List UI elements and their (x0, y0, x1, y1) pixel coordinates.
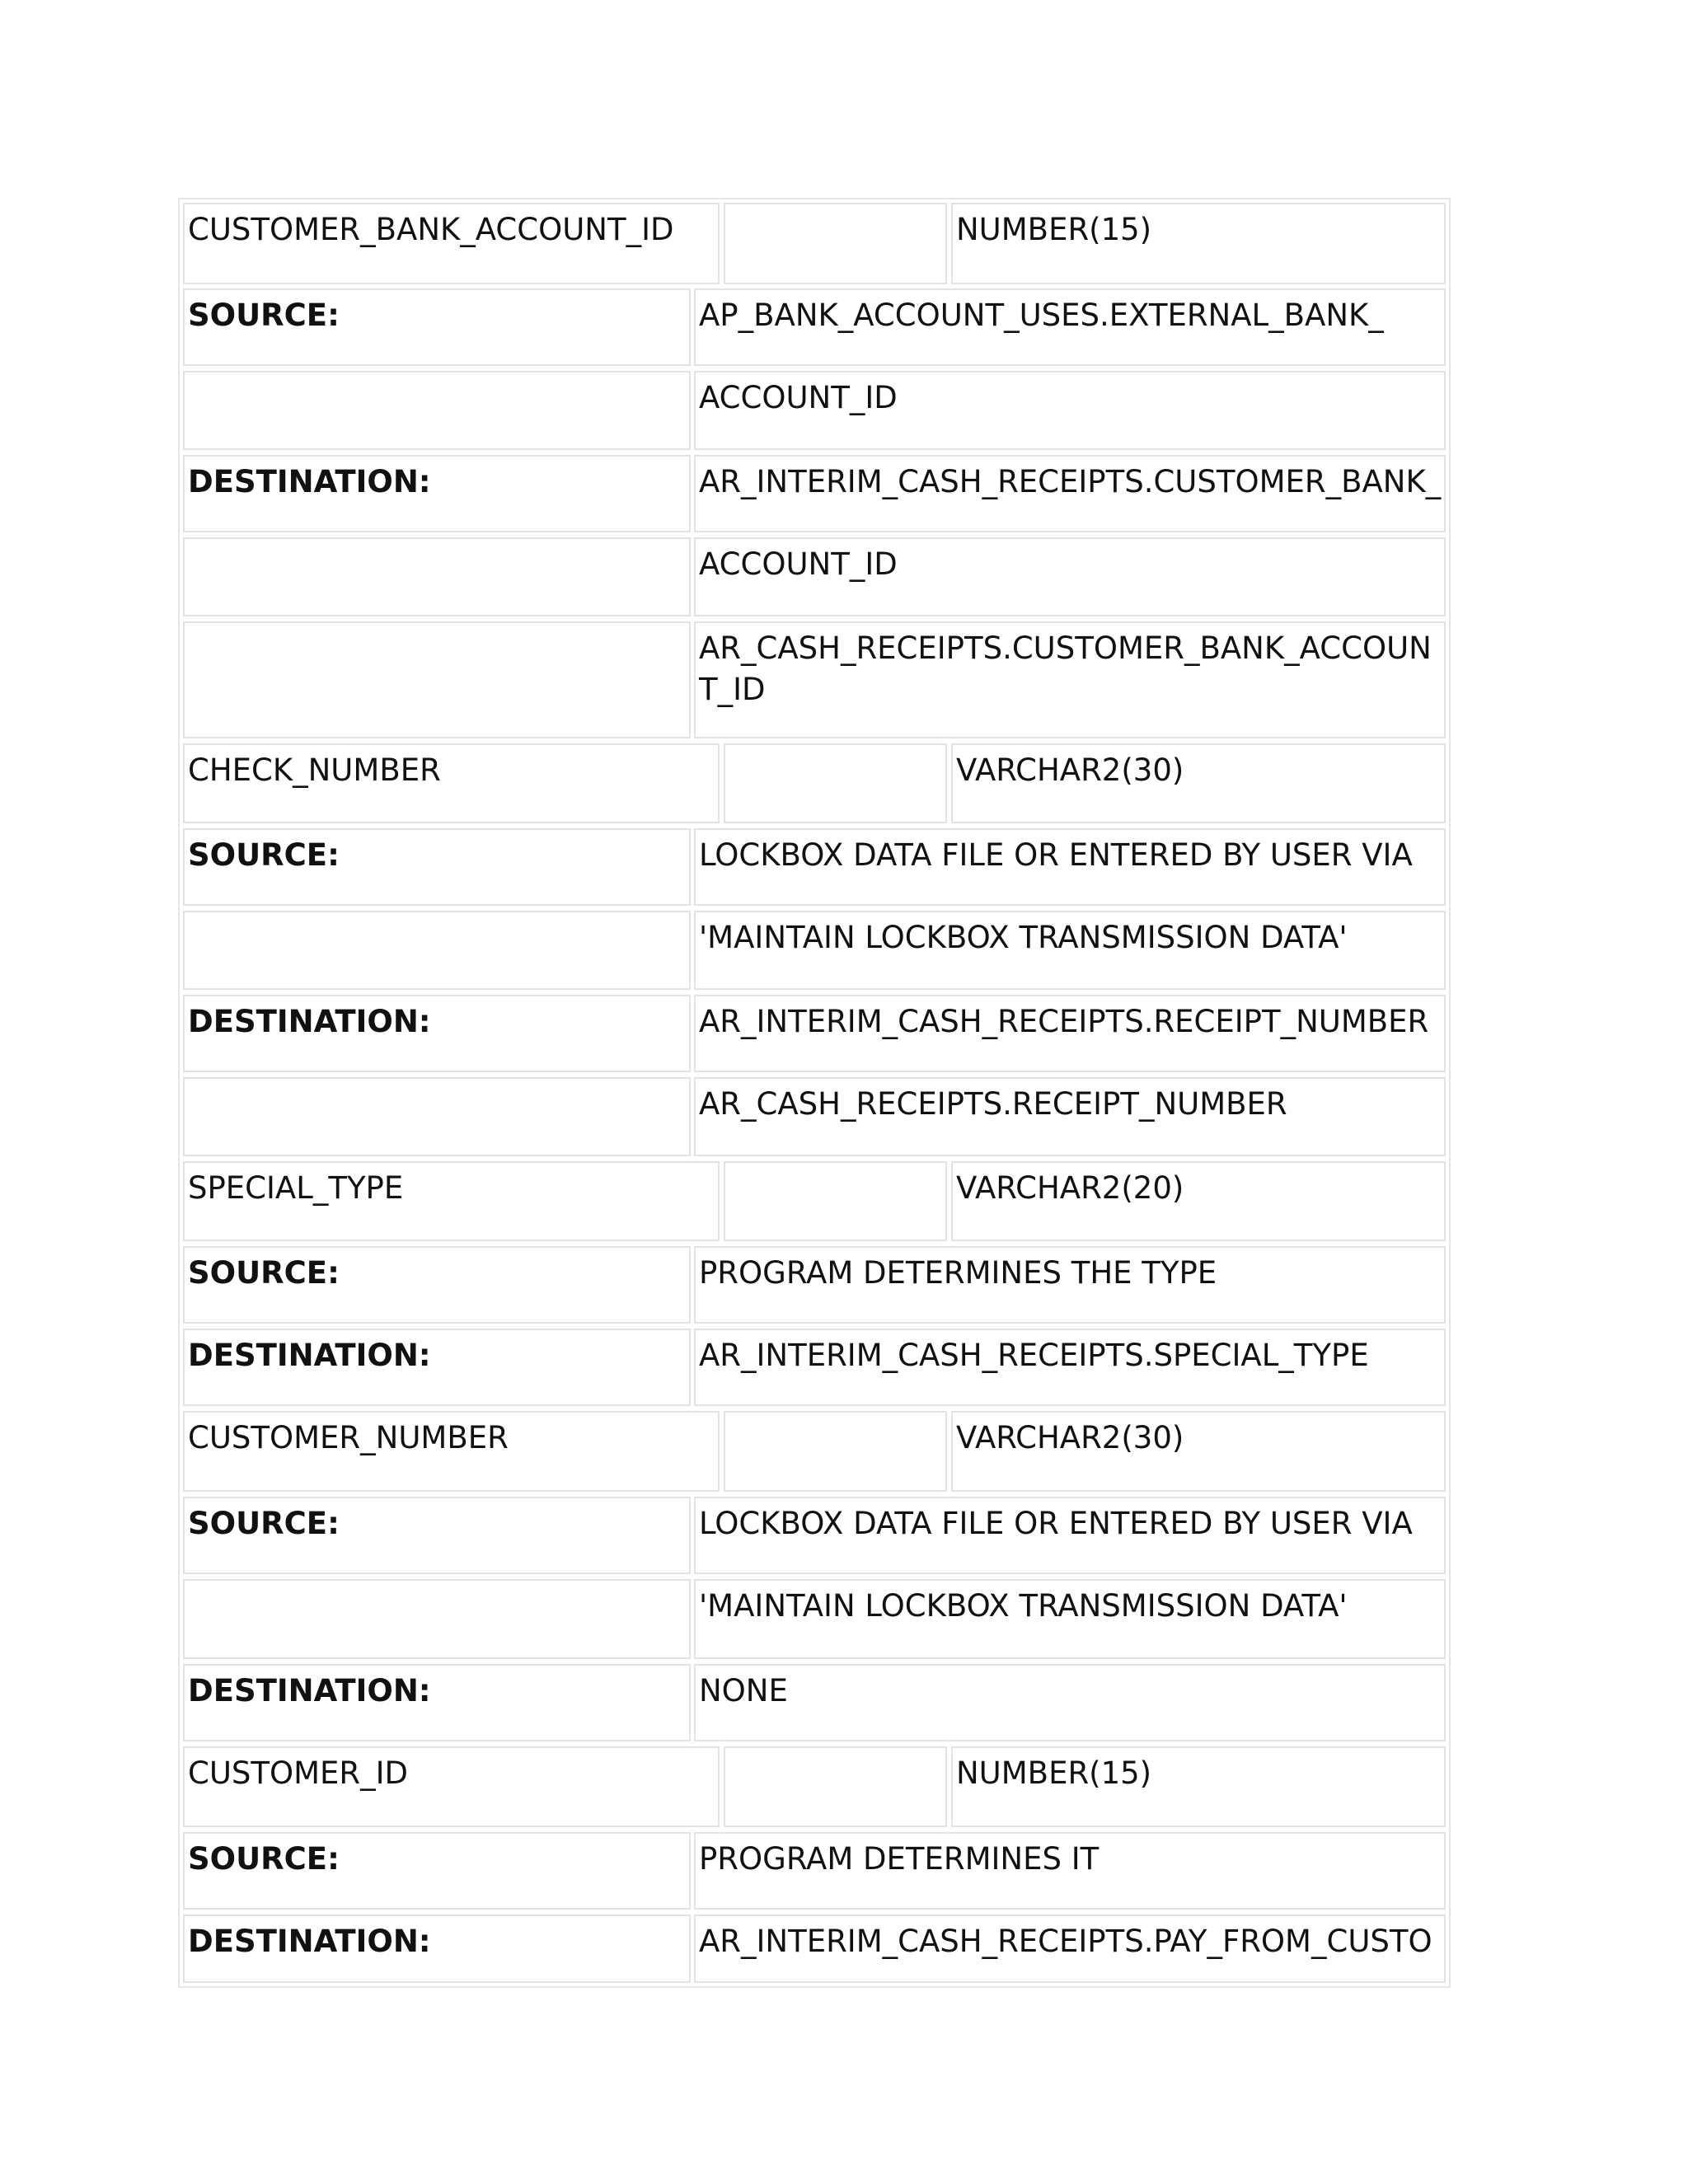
source-label: SOURCE: (183, 1246, 691, 1324)
empty-cell (183, 1077, 691, 1156)
destination-value: NONE (694, 1664, 1446, 1741)
field-name-cell: SPECIAL_TYPE (183, 1161, 720, 1241)
field-name-cell: CUSTOMER_BANK_ACCOUNT_ID (183, 203, 720, 284)
source-value: PROGRAM DETERMINES IT (694, 1832, 1446, 1910)
field-type-cell: VARCHAR2(20) (951, 1161, 1446, 1241)
empty-cell (724, 1746, 947, 1827)
destination-value: AR_CASH_RECEIPTS.RECEIPT_NUMBER (694, 1077, 1446, 1156)
empty-cell (183, 621, 691, 738)
empty-cell (183, 1579, 691, 1659)
field-type-cell: VARCHAR2(30) (951, 1411, 1446, 1492)
destination-label: DESTINATION: (183, 1915, 691, 1983)
field-type-cell: VARCHAR2(30) (951, 743, 1446, 823)
source-value: LOCKBOX DATA FILE OR ENTERED BY USER VIA (694, 1497, 1446, 1574)
source-value: AP_BANK_ACCOUNT_USES.EXTERNAL_BANK_ (694, 288, 1446, 366)
empty-cell (724, 1161, 947, 1241)
empty-cell (724, 203, 947, 284)
source-value: ACCOUNT_ID (694, 371, 1446, 450)
field-type-cell: NUMBER(15) (951, 1746, 1446, 1827)
source-label: SOURCE: (183, 1832, 691, 1910)
empty-cell (183, 911, 691, 990)
empty-cell (724, 743, 947, 823)
destination-value: AR_CASH_RECEIPTS.CUSTOMER_BANK_ACCOUNT_ID (694, 621, 1446, 738)
destination-value: AR_INTERIM_CASH_RECEIPTS.PAY_FROM_CUSTO (694, 1915, 1446, 1983)
empty-cell (183, 371, 691, 450)
destination-value: ACCOUNT_ID (694, 537, 1446, 616)
empty-cell (724, 1411, 947, 1492)
field-name-cell: CUSTOMER_ID (183, 1746, 720, 1827)
source-label: SOURCE: (183, 288, 691, 366)
destination-value: AR_INTERIM_CASH_RECEIPTS.RECEIPT_NUMBER (694, 995, 1446, 1072)
destination-label: DESTINATION: (183, 455, 691, 532)
source-value: PROGRAM DETERMINES THE TYPE (694, 1246, 1446, 1324)
source-label: SOURCE: (183, 1497, 691, 1574)
source-label: SOURCE: (183, 828, 691, 906)
destination-value: AR_INTERIM_CASH_RECEIPTS.CUSTOMER_BANK_ (694, 455, 1446, 532)
destination-value: AR_INTERIM_CASH_RECEIPTS.SPECIAL_TYPE (694, 1329, 1446, 1406)
field-type-cell: NUMBER(15) (951, 203, 1446, 284)
destination-label: DESTINATION: (183, 1664, 691, 1741)
destination-label: DESTINATION: (183, 995, 691, 1072)
field-name-cell: CHECK_NUMBER (183, 743, 720, 823)
source-value: 'MAINTAIN LOCKBOX TRANSMISSION DATA' (694, 1579, 1446, 1659)
source-value: 'MAINTAIN LOCKBOX TRANSMISSION DATA' (694, 911, 1446, 990)
empty-cell (183, 537, 691, 616)
destination-label: DESTINATION: (183, 1329, 691, 1406)
field-name-cell: CUSTOMER_NUMBER (183, 1411, 720, 1492)
source-value: LOCKBOX DATA FILE OR ENTERED BY USER VIA (694, 828, 1446, 906)
